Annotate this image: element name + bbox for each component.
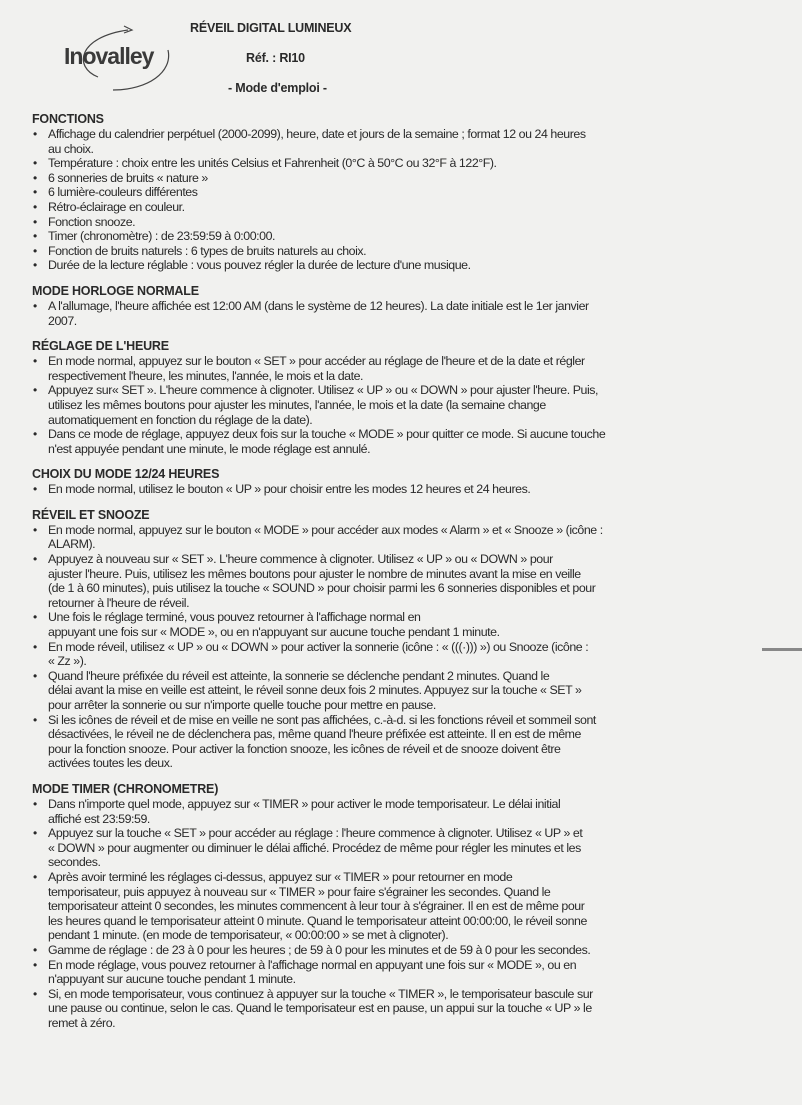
bullet-item [32,156,772,171]
text-line: automatiquement en fonction du réglage de la date). [48,412,313,427]
bullet-item [32,826,772,870]
text-line: les heures quand le temporisateur atteint 0 minute. Quand le temporisateur atteint 00:00:00, le réveil sonne [48,913,587,928]
text-line: 2007. [48,313,77,328]
text-line: temporisateur, puis appuyez à nouveau sur « TIMER » pour faire s'égrainer les secondes. Quand le [48,884,551,899]
section-title: CHOIX DU MODE 12/24 HEURES [32,467,220,482]
text-line: une pause ou continue, selon le cas. Quand le temporisateur est en pause, un appui sur la touche « UP » le [48,1001,592,1016]
text-line: (de 1 à 60 minutes), puis utilisez la touche « SOUND » pour choisir parmi les 6 sonneries disponibles et pour [48,581,596,596]
text-line: temporisateur atteint 0 secondes, les minutes commencent à leur tour à s'égrainer. Il en est de même pour [48,899,585,914]
bullet-item [32,171,772,186]
bullet-item [32,713,772,771]
section-title: RÉGLAGE DE L'HEURE [32,339,169,354]
text-line: • Si, en mode temporisateur, vous continuez à appuyer sur la touche « TIMER », le temporisateur bascule sur [48,986,593,1001]
bullet-item [32,185,772,200]
section [32,283,772,328]
text-line: appuyant une fois sur « MODE », ou en n'appuyant sur aucune touche pendant 1 minute. [48,625,500,640]
bullet-item [32,958,772,987]
bullet-item [32,258,772,273]
text-line: • A l'allumage, l'heure affichée est 12:00 AM (dans le système de 12 heures). La date initiale est le 1er janvier [48,298,589,313]
bullet-item [32,987,772,1031]
bullet-item [32,229,772,244]
text-line: pour arrêter la sonnerie ou sur n'importe quelle touche pour mettre en pause. [48,698,436,712]
text-line: • 6 sonneries de bruits « nature » [48,170,208,185]
text-line: « DOWN » pour augmenter ou diminuer le délai affiché. Procédez de même pour régler les minutes et les [48,840,581,855]
text-line: « Zz »). [48,654,87,669]
text-line: • 6 lumière-couleurs différentes [48,185,198,200]
text-line: • Si les icônes de réveil et de mise en veille ne sont pas affichées, c.-à-d. si les fonctions réveil et sommeil sont [48,712,596,727]
bullet-item [32,640,772,669]
text-line: n'est appuyée pendant une minute, le mode réglage est annulé. [48,441,371,456]
section-title: RÉVEIL ET SNOOZE [32,507,150,522]
bullet-item [32,215,772,230]
bullet-item [32,797,772,826]
text-line: • Gamme de réglage : de 23 à 0 pour les heures ; de 59 à 0 pour les minutes et de 59 à 0 pour les secondes. [48,942,591,957]
section [32,781,772,1031]
section-title: MODE TIMER (CHRONOMETRE) [32,781,219,796]
text-line: • Appuyez à nouveau sur « SET ». L'heure commence à clignoter. Utilisez « UP » ou « DOWN » pour [48,552,553,567]
text-line: • Une fois le réglage terminé, vous pouvez retourner à l'affichage normal en [48,610,421,625]
text-line: • Appuyez sur« SET ». L'heure commence à clignoter. Utilisez « UP » ou « DOWN » pour ajuster l'heure. Puis, [48,383,598,398]
bullet-item [32,523,772,552]
bullet-item [32,354,772,383]
text-line: • En mode normal, appuyez sur le bouton « SET » pour accéder au réglage de l'heure et de la date et régler [48,354,585,369]
bullet-item [32,200,772,215]
text-line: • Dans ce mode de réglage, appuyez deux fois sur la touche « MODE » pour quitter ce mode. Si aucune touche [48,427,606,442]
bullet-item [32,383,772,427]
text-line: n'appuyant sur aucune touche pendant 1 minute. [48,972,296,987]
text-line: retourner à l'heure de réveil. [48,595,190,610]
bullet-item [32,299,772,328]
svg-text:Inovalley: Inovalley [64,43,154,69]
bullet-item [32,427,772,456]
bullet-item [32,870,772,943]
text-line: • Fonction de bruits naturels : 6 types de bruits naturels au choix. [48,243,367,258]
text-line: • En mode réveil, utilisez « UP » ou « DOWN » pour activer la sonnerie (icône : « (((·))) ») ou Snooze (icône : [48,639,589,654]
document-subtitle: - Mode d'emploi - [228,81,327,95]
text-line: ALARM). [48,537,96,552]
bullet-item [32,127,772,156]
bullet-item [32,610,772,639]
text-line: • Timer (chronomètre) : de 23:59:59 à 0:00:00. [48,229,275,244]
section [32,466,772,497]
text-line: au choix. [48,141,94,156]
bullet-item [32,244,772,259]
text-line: respectivement l'heure, les minutes, l'année, le mois et la date. [48,368,364,383]
text-line: désactivées, le réveil ne de déclenchera pas, même quand l'heure préfixée est atteinte. Il en est de même [48,727,581,742]
bullet-item [32,669,772,713]
inovalley-logo [58,22,188,92]
bullet-item [32,482,772,497]
text-line: • Appuyez sur la touche « SET » pour accéder au réglage : l'heure commence à clignoter. Utilisez « UP » et [48,826,583,841]
instructions-content [32,111,772,1040]
text-line: • En mode normal, appuyez sur le bouton « MODE » pour accéder aux modes « Alarm » et « Snooze » (icône : [48,522,603,537]
section [32,507,772,771]
text-line: activées toutes les deux. [48,756,173,771]
text-line: • Quand l'heure préfixée du réveil est atteinte, la sonnerie se déclenche pendant 2 minutes. Quand le [48,668,550,683]
text-line: • Durée de la lecture réglable : vous pouvez régler la durée de lecture d'une musique. [48,258,471,273]
text-line: • En mode normal, utilisez le bouton « UP » pour choisir entre les modes 12 heures et 24 heures. [48,482,531,497]
paper-fold-mark [762,648,802,651]
product-reference: Réf. : RI10 [246,51,305,65]
text-line: • Après avoir terminé les réglages ci-dessus, appuyez sur « TIMER » pour retourner en mode [48,869,513,884]
text-line: • Température : choix entre les unités Celsius et Fahrenheit (0°C à 50°C ou 32°F à 122°F). [48,156,497,171]
bullet-item [32,552,772,610]
text-line: • Dans n'importe quel mode, appuyez sur « TIMER » pour activer le mode temporisateur. Le délai initial [48,796,561,811]
text-line: pour la fonction snooze. Pour activer la fonction snooze, les icônes de réveil et de snooze doivent être [48,741,561,756]
text-line: ajuster l'heure. Puis, utilisez les mêmes boutons pour ajuster le nombre de minutes avant la mise en veille [48,566,581,581]
text-line: remet à zéro. [48,1015,116,1030]
text-line: • Fonction snooze. [48,214,136,229]
section [32,111,772,273]
section-title: FONCTIONS [32,112,104,126]
section [32,338,772,456]
text-line: • Affichage du calendrier perpétuel (2000-2099), heure, date et jours de la semaine ; format 12 ou 24 heures [48,127,586,141]
text-line: secondes. [48,855,101,870]
bullet-item [32,943,772,958]
text-line: • En mode réglage, vous pouvez retourner à l'affichage normal en appuyant une fois sur « MODE », ou en [48,957,577,972]
text-line: affiché est 23:59:59. [48,811,150,826]
document-title: RÉVEIL DIGITAL LUMINEUX [190,21,352,35]
section-title: MODE HORLOGE NORMALE [32,283,199,298]
text-line: • Rétro-éclairage en couleur. [48,199,185,214]
text-line: délai avant la mise en veille est atteint, le réveil sonne deux fois 2 minutes. Appuyez sur la touche « SET » [48,683,582,698]
text-line: utilisez les mêmes boutons pour ajuster les minutes, l'année, le mois et la date (la semaine change [48,397,546,412]
text-line: pendant 1 minute. (en mode de temporisateur, « 00:00:00 » se met à clignoter). [48,928,449,943]
